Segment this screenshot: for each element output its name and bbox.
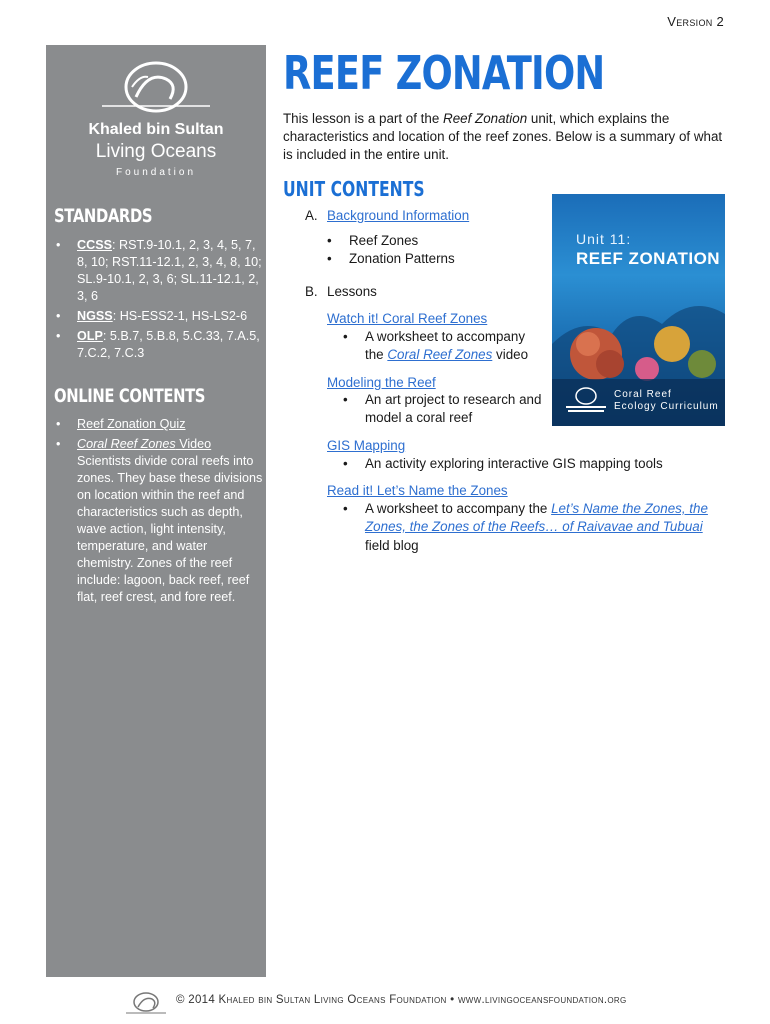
lesson-gis-link[interactable]: GIS Mapping — [327, 438, 406, 453]
list-item-continuation — [365, 518, 703, 536]
background-information-link[interactable]: Background Information — [327, 208, 470, 223]
footer-copyright: © 2014 Khaled bin Sultan Living Oceans Foundation • www.livingoceansfoundation.org — [176, 994, 627, 1006]
cover-curriculum-line1: Coral Reef — [614, 389, 672, 400]
org-name-line3: Foundation — [115, 167, 197, 178]
footer-logo-icon — [124, 990, 168, 1016]
lesson-read-link[interactable]: Read it! Let’s Name the Zones — [327, 483, 508, 498]
standard-ngss: • NGSS: HS-ESS2-1, HS-LS2-6 — [54, 308, 264, 325]
foundation-logo — [46, 57, 266, 197]
list-item: • A worksheet to accompany — [343, 329, 526, 344]
cover-curriculum-line2: Ecology Curriculum — [614, 401, 719, 412]
standards-heading: STANDARDS — [54, 205, 153, 227]
footer — [124, 990, 684, 1014]
standard-ccss: • CCSS: RST.9-10.1, 2, 3, 4, 5, 7, 8, 10; RST.11-12.1, 2, 3, 4, 8, 10; SL.9-10.1, 2, 3, 6; SL.11-12.1, 2, 3, 6 — [54, 237, 264, 305]
field-blog-link-cont[interactable]: Zones, the Zones of the Reefs… of Raivavae and Tubuai — [365, 519, 703, 534]
quiz-link[interactable]: Reef Zonation Quiz — [77, 417, 186, 431]
list-item — [54, 416, 264, 433]
list-item-continuation: model a coral reef — [365, 410, 473, 425]
lesson-modeling-link[interactable]: Modeling the Reef — [327, 375, 436, 390]
org-name-line1: Khaled bin Sultan — [88, 121, 224, 138]
unit-cover-image — [552, 194, 725, 426]
lesson-watch-link[interactable]: Watch it! Coral Reef Zones — [327, 311, 488, 326]
standards-list — [54, 237, 264, 365]
standard-olp: • OLP: 5.B.7, 5.B.8, 5.C.33, 7.A.5, 7.C.2, 7.C.3 — [54, 328, 264, 362]
coral-reef-zones-link[interactable]: Coral Reef Zones — [387, 347, 493, 362]
list-item: • A worksheet to accompany the Let’s Name the Zones, the — [343, 501, 708, 516]
lessons-label: Lessons — [327, 284, 377, 299]
list-item-continuation: the Coral Reef Zones video — [365, 347, 529, 362]
page-title: REEF ZONATION — [283, 46, 605, 100]
version-label: Version 2 — [667, 14, 724, 29]
list-item: • An activity exploring interactive GIS mapping tools — [343, 456, 663, 471]
field-blog-link[interactable]: Let’s Name the Zones, the — [551, 501, 708, 516]
list-item: • Zonation Patterns — [327, 251, 455, 266]
online-contents-heading: ONLINE CONTENTS — [54, 385, 206, 407]
cover-unit-title: REEF ZONATION — [576, 249, 721, 268]
intro-paragraph: This lesson is a part of the Reef Zonation unit, which explains the characteristics and location of the reef zones. Below is a summary of what is included in the entire unit. — [283, 111, 723, 162]
list-item: • Reef Zones — [327, 233, 419, 248]
cover-unit-number: Unit 11: — [576, 231, 632, 247]
list-item — [54, 436, 264, 606]
cover-logo-icon — [562, 384, 610, 414]
org-name-line2: Living Oceans — [95, 141, 217, 162]
online-contents-list — [54, 416, 264, 609]
sidebar — [46, 45, 266, 977]
section-b-letter: B. — [305, 284, 318, 299]
video-link[interactable]: Coral Reef Zones Video — [77, 437, 212, 451]
wave-logo-icon — [96, 57, 216, 115]
section-a-letter: A. — [305, 208, 318, 223]
video-description: Scientists divide coral reefs into zones. They base these divisions on location within the reef and characteristics such as depth, wave action, light intensity, temperature, and water chemistry. Zones of the reef include: lagoon, back reef, reef flat, reef crest, and fore reef. — [77, 454, 263, 604]
list-item-continuation: field blog — [365, 538, 419, 553]
unit-contents-heading: UNIT CONTENTS — [283, 177, 425, 201]
list-item: • An art project to research and — [343, 392, 542, 407]
